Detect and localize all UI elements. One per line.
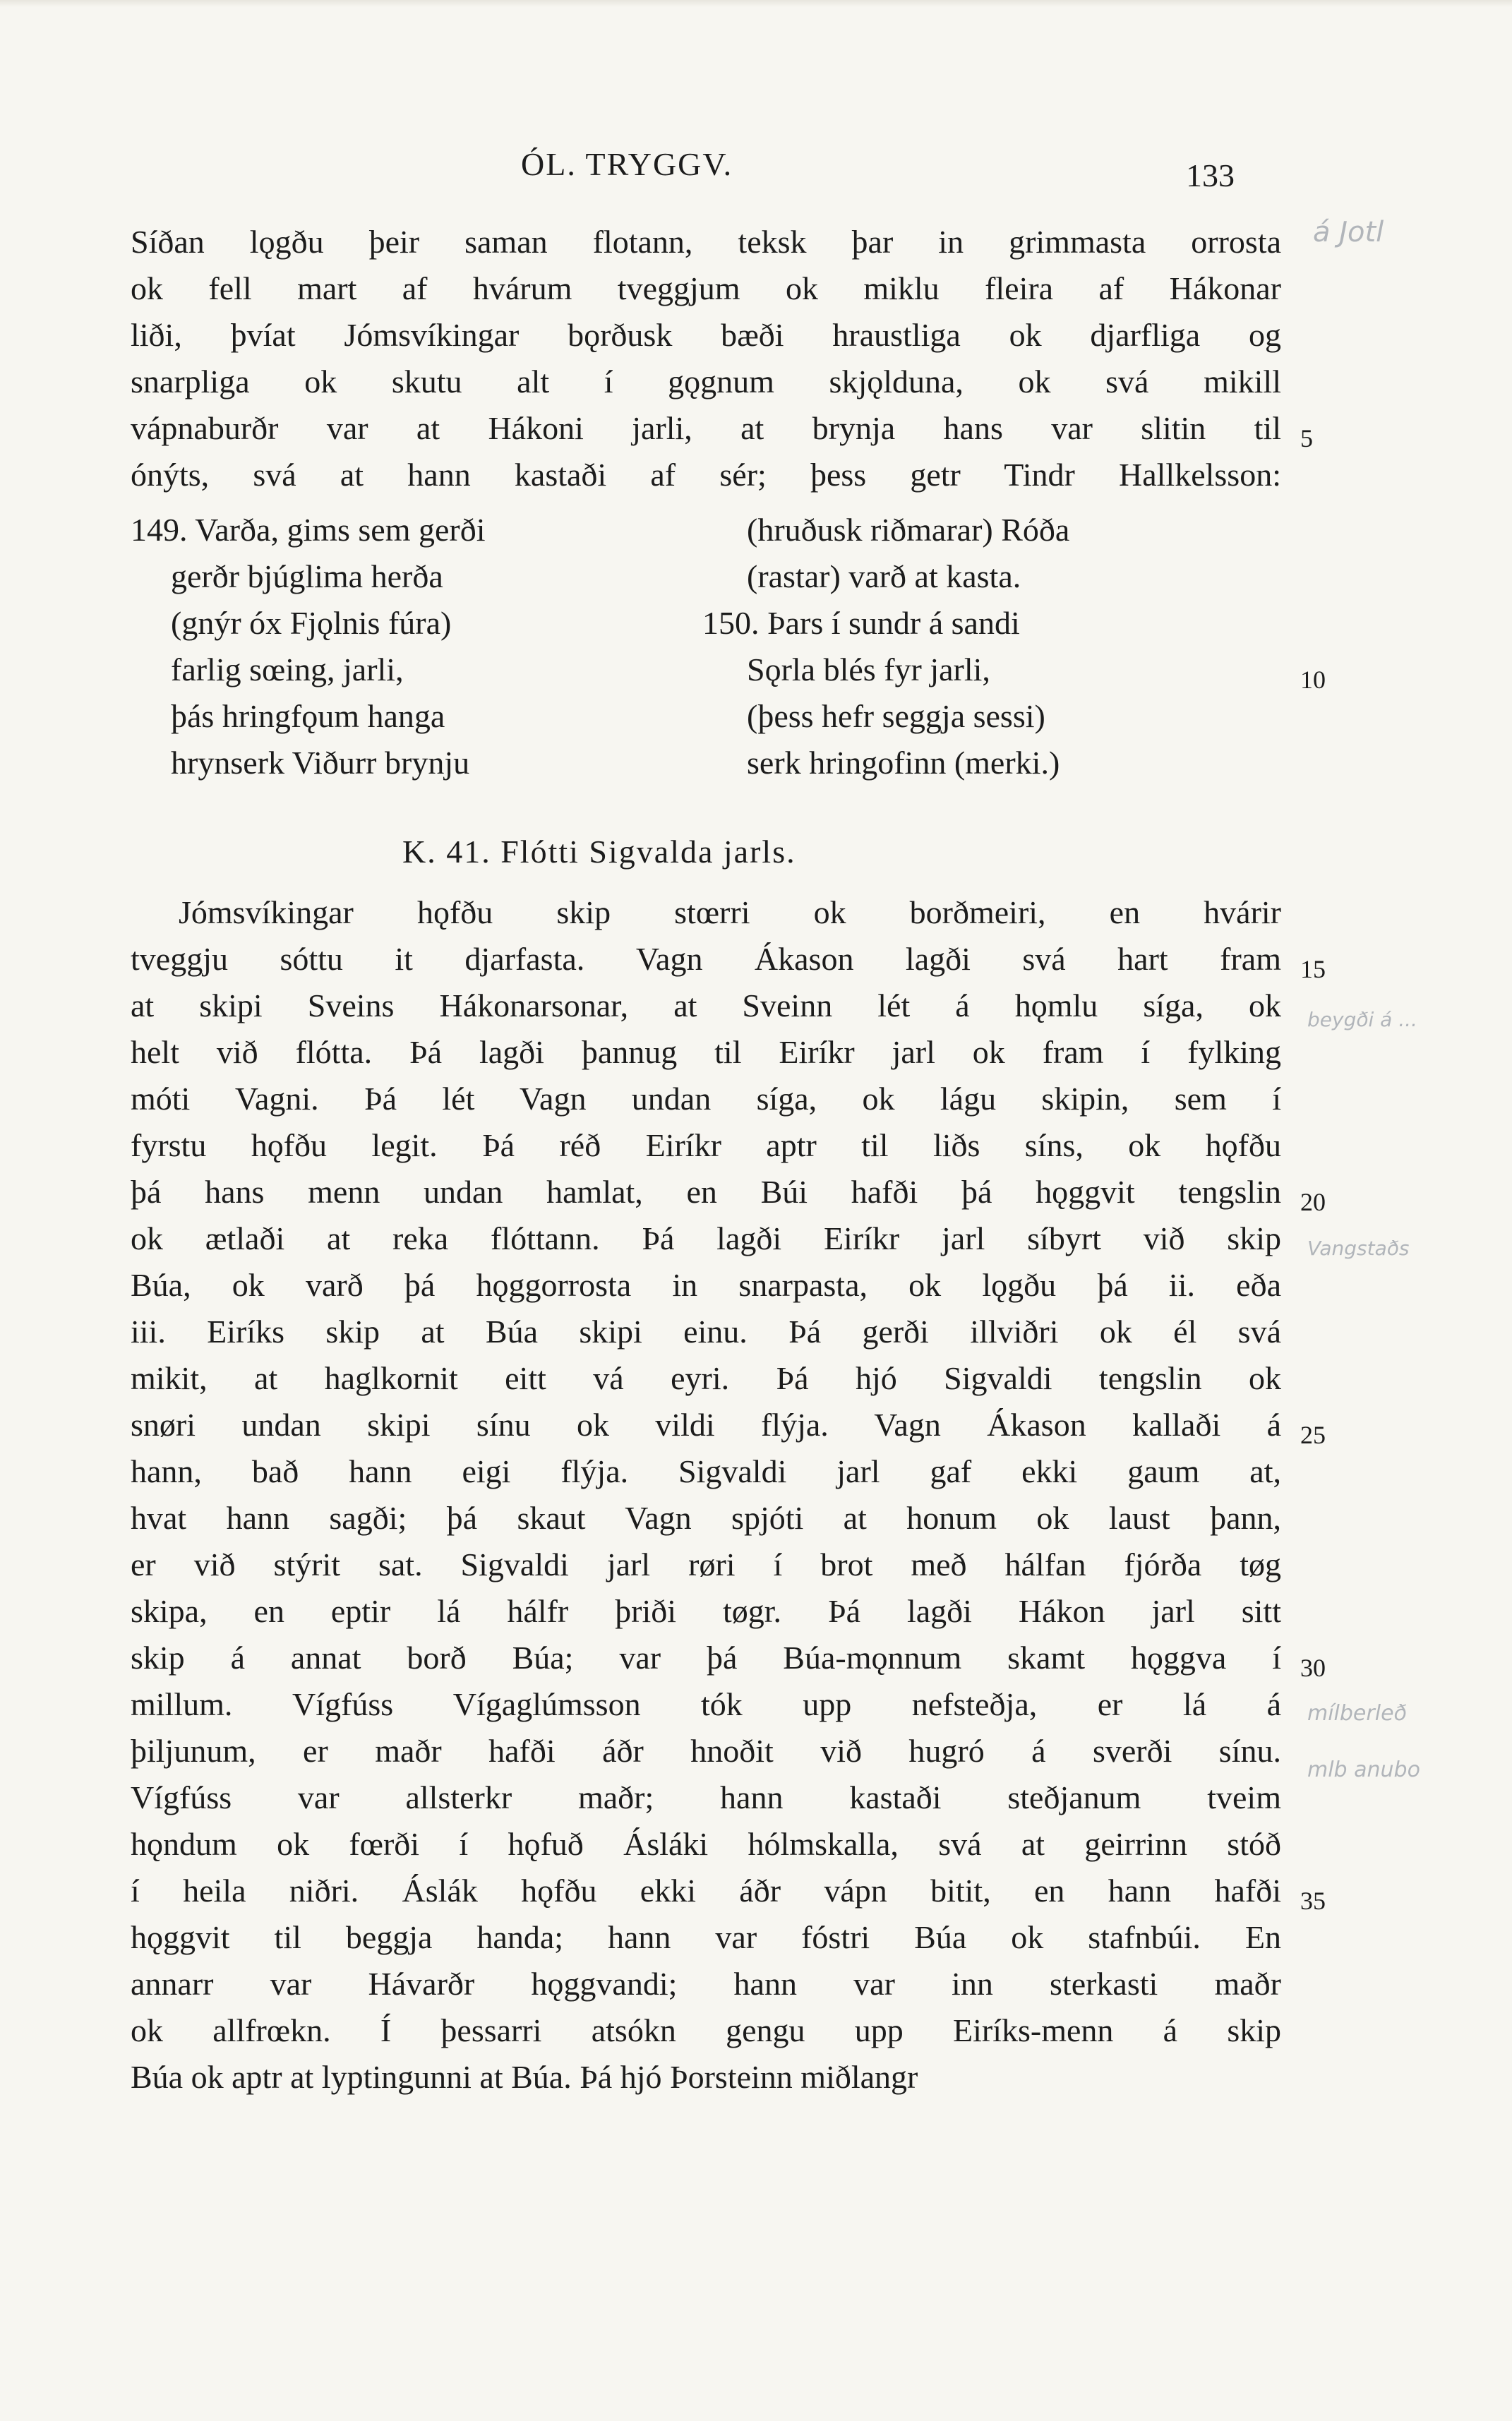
text-line: skipa, en eptir lá hálfr þriði tøgr. Þá lagði Hákon jarl sitt <box>131 1593 1281 1629</box>
text-line: Jómsvíkingar hǫfðu skip stœrri ok borðmeiri, en hvárir <box>179 894 1281 930</box>
verse-line: farlig sœing, jarli, <box>171 651 404 687</box>
text-line: fyrstu hǫfðu legit. Þá réð Eiríkr aptr til liðs síns, ok hǫfðu <box>131 1127 1281 1163</box>
line-number: 20 <box>1300 1188 1326 1216</box>
text-line: móti Vagni. Þá lét Vagn undan síga, ok lágu skipin, sem í <box>131 1081 1281 1117</box>
page-header <box>0 145 1512 195</box>
verse-line: serk hringofinn (merki.) <box>747 745 1060 781</box>
text-line: snøri undan skipi sínu ok vildi flýja. Vagn Ákason kallaði á <box>131 1407 1281 1443</box>
verse-line: 149. Varða, gims sem gerði <box>131 512 486 548</box>
pencil-annotation: Vangstaðs <box>1307 1237 1410 1260</box>
line-number: 15 <box>1300 955 1326 983</box>
text-line: Búa, ok varð þá hǫggorrosta in snarpasta, ok lǫgðu þá ii. eða <box>131 1267 1281 1303</box>
text-line: helt við flótta. Þá lagði þannug til Eiríkr jarl ok fram í fylking <box>131 1034 1281 1070</box>
text-line: at skipi Sveins Hákonarsonar, at Sveinn lét á hǫmlu síga, ok <box>131 987 1281 1023</box>
verse-line: (rastar) varð at kasta. <box>747 558 1021 594</box>
text-line: í heila niðri. Áslák hǫfðu ekki áðr vápn bitit, en hann hafði <box>131 1873 1281 1909</box>
verse-line: gerðr bjúglima herða <box>171 558 443 594</box>
text-line: Síðan lǫgðu þeir saman flotann, teksk þar in grimmasta orrosta <box>131 224 1281 260</box>
verse-line: 150. Þars í sundr á sandi <box>702 605 1020 641</box>
running-head: ÓL. TRYGGV. <box>521 146 733 182</box>
text-line: hǫggvit til beggja handa; hann var fóstri Búa ok stafnbúi. En <box>131 1919 1281 1955</box>
text-line: Vígfúss var allsterkr maðr; hann kastaði steðjanum tveim <box>131 1779 1281 1815</box>
verse-line: þás hringfǫum hanga <box>171 698 445 734</box>
chapter-heading: K. 41. Flótti Sigvalda jarls. <box>402 834 796 870</box>
text-line: þá hans menn undan hamlat, en Búi hafði þá hǫggvit tengslin <box>131 1174 1281 1210</box>
verse-line: (þess hefr seggja sessi) <box>747 698 1045 734</box>
text-line: annarr var Hávarðr hǫggvandi; hann var inn sterkasti maðr <box>131 1966 1281 2002</box>
text-line: þiljunum, er maðr hafði áðr hnoðit við hugró á sverði sínu. <box>131 1733 1281 1769</box>
line-number: 10 <box>1300 666 1326 694</box>
text-line: hǫndum ok fœrði í hǫfuð Ásláki hólmskalla, svá at geirrinn stóð <box>131 1826 1281 1862</box>
line-number: 25 <box>1300 1421 1326 1449</box>
text-line: ónýts, svá at hann kastaði af sér; þess getr Tindr Hallkelsson: <box>131 457 1281 493</box>
text-line: ok ætlaði at reka flóttann. Þá lagði Eiríkr jarl síbyrt við skip <box>131 1220 1281 1256</box>
text-line: hann, bað hann eigi flýja. Sigvaldi jarl gaf ekki gaum at, <box>131 1453 1281 1489</box>
line-number: 30 <box>1300 1654 1326 1682</box>
verse-line: Sǫrla blés fyr jarli, <box>747 651 990 687</box>
page-number: 133 <box>1186 157 1235 193</box>
text-line: vápnaburðr var at Hákoni jarli, at brynja hans var slitin til <box>131 410 1281 446</box>
verse-line: (gnýr óx Fjǫlnis fúra) <box>171 605 452 641</box>
text-line: snarpliga ok skutu alt í gǫgnum skjǫlduna, ok svá mikill <box>131 364 1281 400</box>
text-line: skip á annat borð Búa; var þá Búa-mǫnnum skamt hǫggva í <box>131 1640 1281 1676</box>
text-line: ok fell mart af hvárum tveggjum ok miklu fleira af Hákonar <box>131 270 1281 306</box>
verse-line: (hruðusk riðmarar) Róða <box>747 512 1070 548</box>
text-line: millum. Vígfúss Vígaglúmsson tók upp nefsteðja, er lá á <box>131 1686 1281 1722</box>
text-line: ok allfrœkn. Í þessarri atsókn gengu upp Eiríks-menn á skip <box>131 2012 1281 2048</box>
pencil-annotation: mlb anubo <box>1307 1758 1420 1782</box>
text-line: er við stýrit sat. Sigvaldi jarl røri í brot með hálfan fjórða tøg <box>131 1546 1281 1582</box>
text-line: liði, þvíat Jómsvíkingar bǫrðusk bæði hraustliga ok djarfliga og <box>131 317 1281 353</box>
page-edge <box>0 0 1512 7</box>
line-number: 5 <box>1300 424 1313 452</box>
pencil-annotation: beygði á ... <box>1307 1008 1417 1031</box>
text-line: tveggju sóttu it djarfasta. Vagn Ákason lagði svá hart fram <box>131 941 1281 977</box>
text-line: mikit, at haglkornit eitt vá eyri. Þá hjó Sigvaldi tengslin ok <box>131 1360 1281 1396</box>
pencil-annotation: á Jotl <box>1313 216 1384 248</box>
pencil-annotation: mílberleð <box>1307 1701 1407 1726</box>
text-line: iii. Eiríks skip at Búa skipi einu. Þá gerði illviðri ok él svá <box>131 1314 1281 1350</box>
verse-line: hrynserk Viðurr brynju <box>171 745 470 781</box>
line-number: 35 <box>1300 1887 1326 1915</box>
text-line: hvat hann sagði; þá skaut Vagn spjóti at honum ok laust þann, <box>131 1500 1281 1536</box>
text-line: Búa ok aptr at lyptingunni at Búa. Þá hjó Þorsteinn miðlangr <box>131 2059 918 2095</box>
